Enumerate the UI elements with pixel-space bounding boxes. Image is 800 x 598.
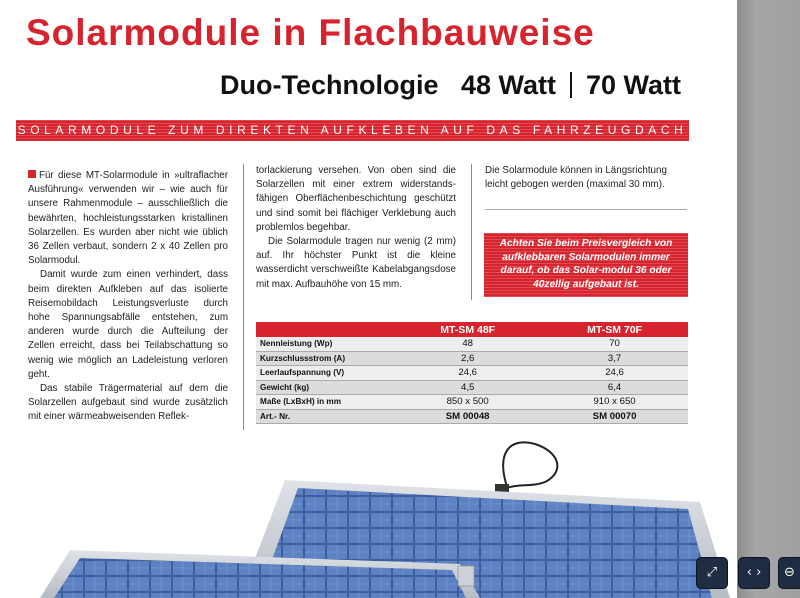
- cell-value: 6,4: [541, 380, 688, 395]
- cell-value: SM 00048: [394, 409, 541, 424]
- text-column-3: [485, 164, 687, 192]
- subtitle-watt-48: 48 Watt: [461, 70, 557, 100]
- spec-table: [256, 322, 688, 424]
- column-divider-2: [471, 164, 472, 300]
- cell-value: 48: [394, 337, 541, 351]
- page-subtitle: [220, 70, 681, 101]
- column-header-48f: MT-SM 48F: [394, 322, 541, 337]
- cell-value: 24,6: [541, 366, 688, 381]
- table-row: [256, 395, 688, 410]
- solar-panels-photo: [40, 432, 737, 598]
- cell-value: SM 00070: [541, 409, 688, 424]
- column-divider-1: [243, 164, 244, 430]
- paragraph-height: Die Solarmodule tragen nur wenig (2 mm) auf. Ihr höchster Punkt ist die kleine wasserdicht verschweißte Kabelabgangsdose mit max. Aufbauhöhe von 15 mm.: [256, 236, 456, 290]
- price-hint-callout: Achten Sie beim Preisvergleich von aufklebbaren Solarmodulen immer darauf, ob das Solar-modul 36 oder 40zellig aufgebaut ist.: [484, 233, 688, 297]
- table-row: [256, 409, 688, 424]
- zoom-out-icon: ⊖: [784, 565, 795, 580]
- row-label: Gewicht (kg): [256, 380, 394, 395]
- text-column-1: [28, 169, 228, 431]
- row-label: Nennleistung (Wp): [256, 337, 394, 351]
- cell-value: 2,6: [394, 351, 541, 366]
- bullet-square-icon: [28, 170, 36, 178]
- table-row: [256, 351, 688, 366]
- page-title: Solarmodule in Flachbauweise: [26, 12, 595, 53]
- table-row: [256, 337, 688, 351]
- fit-width-icon: ‹ ›: [746, 565, 762, 580]
- cell-value: 910 x 650: [541, 395, 688, 410]
- fit-width-button[interactable]: [739, 558, 769, 588]
- paragraph-voltage: Damit wurde zum einen verhindert, dass beim direkten Aufkleben auf das isolierte Reisemobildach Leistungsverluste durch hohe Spannungsabfälle entstehen, zum anderen wurde durch die Aufteilung der Zellen erreicht, dass bei Teilabschattung so wenig wie möglich an Ladeleistung verloren geht.: [28, 269, 228, 380]
- subtitle-technology: Duo-Technologie: [220, 70, 439, 100]
- cell-value: 850 x 500: [394, 395, 541, 410]
- row-label: Leerlaufspannung (V): [256, 366, 394, 381]
- subtitle-divider: [570, 72, 572, 98]
- cell-value: 70: [541, 337, 688, 351]
- text-column-2: [256, 164, 456, 292]
- table-row: [256, 366, 688, 381]
- paragraph-material: Das stabile Trägermaterial auf dem die Solarzellen aufgebaut sind wurde zusätzlich mit einer wärmeabweisenden Reflek-: [28, 383, 228, 423]
- viewer-background: [737, 0, 800, 598]
- section-banner: SOLARMODULE ZUM DIREKTEN AUFKLEBEN AUF DAS FAHRZEUGDACH: [16, 120, 689, 141]
- cell-value: 4,5: [394, 380, 541, 395]
- row-label: Kurzschlussstrom (A): [256, 351, 394, 366]
- paragraph-bending: Die Solarmodule können in Längsrichtung leicht gebogen werden (maximal 30 mm).: [485, 165, 667, 191]
- column-3-rule: [485, 209, 687, 210]
- row-label: Maße (LxBxH) in mm: [256, 395, 394, 410]
- zoom-out-button[interactable]: [779, 558, 800, 588]
- spec-table-header: [256, 322, 688, 337]
- fullscreen-button[interactable]: [697, 558, 727, 588]
- fullscreen-icon: ⤢: [706, 565, 718, 580]
- cell-value: 3,7: [541, 351, 688, 366]
- table-row: [256, 380, 688, 395]
- column-header-70f: MT-SM 70F: [541, 322, 688, 337]
- paragraph-coating: torlackierung versehen. Von oben sind die Solarzellen mit einer extrem widerstandsfähigen Oberflächenbeschichtung geschützt und sind somit bei flächiger Verklebung auch problemlos begehbar.: [256, 165, 456, 233]
- subtitle-watt-70: 70 Watt: [586, 70, 682, 100]
- paragraph-intro: Für diese MT-Solarmodule in »ultraflacher Ausführung« verwenden wir – wie auch für unsere Rahmenmodule – ausschließlich die bewährten, hochleistungsstarken kristallinen Solarzellen. Es wurden aber nicht wie üblich 36 Zellen verbaut, sondern 2 x 40 Zellen pro Solarmodul.: [28, 170, 228, 267]
- cell-value: 24,6: [394, 366, 541, 381]
- row-label: Art.- Nr.: [256, 409, 394, 424]
